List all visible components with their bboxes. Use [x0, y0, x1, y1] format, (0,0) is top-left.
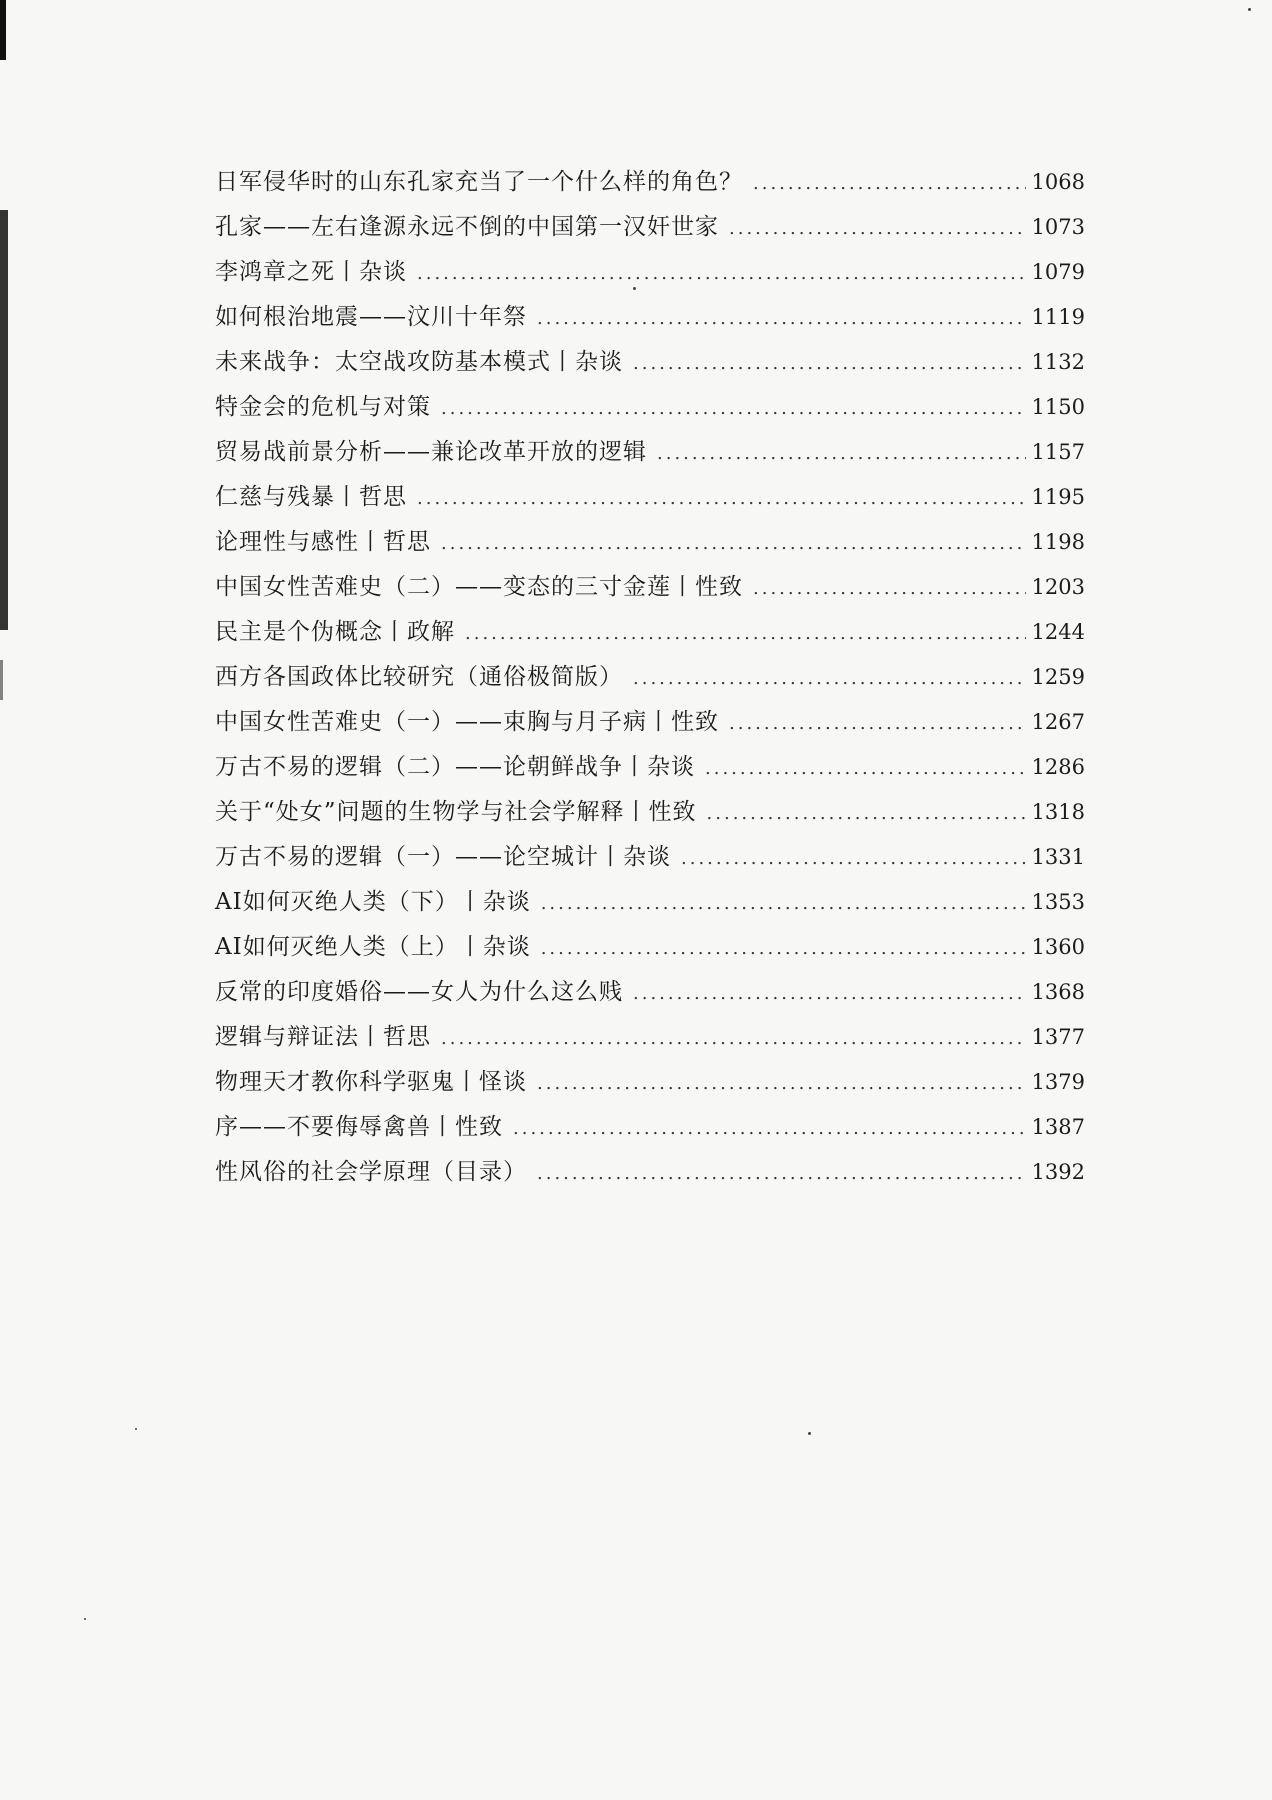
dot-leader [417, 251, 1026, 296]
toc-entry [215, 880, 1085, 925]
scan-edge-mark [0, 210, 8, 630]
toc-entry [215, 205, 1085, 250]
dot-leader [541, 926, 1026, 971]
toc-entry-title: 民主是个伪概念丨政解 [215, 619, 455, 645]
toc-entry [215, 340, 1085, 385]
toc-entry-page-number: 1318 [1031, 800, 1085, 824]
toc-entry-title: 万古不易的逻辑（一）——论空城计丨杂谈 [215, 844, 671, 870]
dot-leader [441, 1016, 1026, 1061]
toc-entry-title: 关于“处女”问题的生物学与社会学解释丨性致 [215, 799, 697, 825]
dot-leader [441, 386, 1026, 431]
dot-leader [707, 791, 1026, 836]
toc-entry-title: 仁慈与残暴丨哲思 [215, 484, 407, 510]
scan-speck [808, 1432, 811, 1435]
toc-entry-title: AI如何灭绝人类（上）丨杂谈 [215, 934, 531, 960]
toc-entry-page-number: 1073 [1031, 215, 1085, 239]
toc-entry [215, 970, 1085, 1015]
toc-entry-page-number: 1198 [1031, 530, 1085, 554]
dot-leader [657, 431, 1026, 476]
dot-leader [729, 206, 1026, 251]
toc-entry [215, 745, 1085, 790]
toc-entry-page-number: 1387 [1031, 1115, 1085, 1139]
toc-entry [215, 790, 1085, 835]
scan-speck [84, 1618, 86, 1620]
toc-entry [215, 1060, 1085, 1105]
scan-edge-mark [0, 0, 6, 60]
dot-leader [681, 836, 1026, 881]
toc-entry-title: 西方各国政体比较研究（通俗极简版） [215, 664, 623, 690]
toc-entry-title: 孔家——左右逢源永远不倒的中国第一汉奸世家 [215, 214, 719, 240]
toc-entry-page-number: 1068 [1031, 170, 1085, 194]
toc-entry-page-number: 1331 [1031, 845, 1085, 869]
toc-entry-title: 李鸿章之死丨杂谈 [215, 259, 407, 285]
toc-entry-title: 物理天才教你科学驱鬼丨怪谈 [215, 1069, 527, 1095]
dot-leader [537, 296, 1026, 341]
toc-entry-page-number: 1244 [1031, 620, 1085, 644]
toc-entry-title: 如何根治地震——汶川十年祭 [215, 304, 527, 330]
toc-entry [215, 1015, 1085, 1060]
toc-entry [215, 430, 1085, 475]
dot-leader [633, 971, 1026, 1016]
toc-entry [215, 565, 1085, 610]
dot-leader [417, 476, 1026, 521]
toc-entry-title: 反常的印度婚俗——女人为什么这么贱 [215, 979, 623, 1005]
dot-leader [729, 701, 1026, 746]
toc-entry-page-number: 1132 [1031, 350, 1085, 374]
toc-entry [215, 475, 1085, 520]
dot-leader [705, 746, 1026, 791]
dot-leader [753, 566, 1026, 611]
toc-entry-page-number: 1353 [1031, 890, 1085, 914]
toc-entry [215, 610, 1085, 655]
toc-entry [215, 520, 1085, 565]
dot-leader [537, 1061, 1026, 1106]
dot-leader [513, 1106, 1026, 1151]
toc-entry [215, 385, 1085, 430]
toc-entry [215, 835, 1085, 880]
dot-leader [441, 521, 1026, 566]
toc-entry-page-number: 1368 [1031, 980, 1085, 1004]
toc-entry-page-number: 1259 [1031, 665, 1085, 689]
toc-entry-title: 中国女性苦难史（一）——束胸与月子病丨性致 [215, 709, 719, 735]
toc-entry-page-number: 1203 [1031, 575, 1085, 599]
toc-entry [215, 295, 1085, 340]
table-of-contents [215, 160, 1085, 1195]
dot-leader [633, 341, 1026, 386]
toc-entry-page-number: 1377 [1031, 1025, 1085, 1049]
toc-entry-title: 性风俗的社会学原理（目录） [215, 1159, 527, 1185]
toc-entry-page-number: 1119 [1031, 305, 1085, 329]
toc-entry-title: 中国女性苦难史（二）——变态的三寸金莲丨性致 [215, 574, 743, 600]
toc-entry-page-number: 1150 [1031, 395, 1085, 419]
toc-entry-page-number: 1195 [1031, 485, 1085, 509]
toc-entry-title: 万古不易的逻辑（二）——论朝鲜战争丨杂谈 [215, 754, 695, 780]
scan-edge-mark [0, 660, 3, 700]
toc-entry-page-number: 1379 [1031, 1070, 1085, 1094]
dot-leader [753, 161, 1026, 206]
dot-leader [633, 656, 1026, 701]
toc-entry-title: 论理性与感性丨哲思 [215, 529, 431, 555]
toc-entry-title: 逻辑与辩证法丨哲思 [215, 1024, 431, 1050]
toc-entry-title: 特金会的危机与对策 [215, 394, 431, 420]
toc-entry-title: 贸易战前景分析——兼论改革开放的逻辑 [215, 439, 647, 465]
toc-entry-page-number: 1267 [1031, 710, 1085, 734]
toc-entry-title: AI如何灭绝人类（下）丨杂谈 [215, 889, 531, 915]
toc-entry-page-number: 1157 [1031, 440, 1085, 464]
scan-speck [135, 1428, 137, 1430]
toc-entry [215, 655, 1085, 700]
toc-entry [215, 1150, 1085, 1195]
dot-leader [465, 611, 1026, 656]
toc-entry-title: 序——不要侮辱禽兽丨性致 [215, 1114, 503, 1140]
toc-entry [215, 700, 1085, 745]
toc-entry-page-number: 1286 [1031, 755, 1085, 779]
toc-entry [215, 250, 1085, 295]
toc-entry-title: 日军侵华时的山东孔家充当了一个什么样的角色？ [215, 169, 743, 195]
dot-leader [541, 881, 1026, 926]
dot-leader [537, 1151, 1026, 1196]
toc-entry-page-number: 1079 [1031, 260, 1085, 284]
scan-speck [1248, 8, 1251, 11]
toc-entry [215, 160, 1085, 205]
toc-entry-title: 未来战争：太空战攻防基本模式丨杂谈 [215, 349, 623, 375]
toc-entry-page-number: 1360 [1031, 935, 1085, 959]
toc-entry [215, 925, 1085, 970]
toc-entry-page-number: 1392 [1031, 1160, 1085, 1184]
toc-entry [215, 1105, 1085, 1150]
